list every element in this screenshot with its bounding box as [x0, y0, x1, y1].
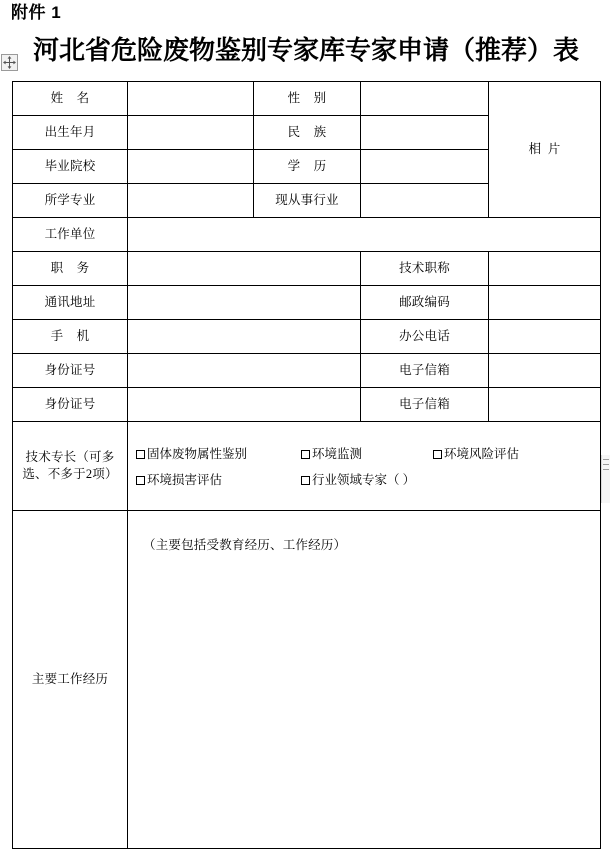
field-value-work-experience[interactable] [128, 511, 601, 849]
vertical-scrollbar[interactable] [601, 455, 610, 503]
field-value-education[interactable] [361, 150, 489, 184]
field-label-school: 毕业院校 [13, 150, 128, 184]
field-value-birthdate[interactable] [128, 116, 254, 150]
scrollbar-tick [603, 469, 609, 470]
field-value-id-number-2[interactable] [128, 388, 361, 422]
work-experience-hint: （主要包括受教育经历、工作经历） [143, 538, 347, 552]
checkbox-icon[interactable] [433, 450, 442, 459]
field-value-mobile[interactable] [128, 320, 361, 354]
table-row [13, 218, 601, 252]
checkbox-solid-waste-identification[interactable] [136, 446, 247, 463]
field-label-mobile: 手 机 [13, 320, 128, 354]
field-value-email[interactable] [489, 354, 601, 388]
field-label-work-experience: 主要工作经历 [13, 511, 128, 849]
field-value-school[interactable] [128, 150, 254, 184]
photo-cell[interactable]: 相 片 [489, 82, 601, 218]
checkbox-label: 环境损害评估 [147, 472, 223, 487]
checkbox-environmental-damage-assessment[interactable] [136, 472, 222, 489]
field-label-address: 通讯地址 [13, 286, 128, 320]
field-label-email-2: 电子信箱 [361, 388, 489, 422]
field-label-office-phone: 办公电话 [361, 320, 489, 354]
field-value-industry[interactable] [361, 184, 489, 218]
field-label-postcode: 邮政编码 [361, 286, 489, 320]
checkbox-icon[interactable] [136, 476, 145, 485]
field-label-work-unit: 工作单位 [13, 218, 128, 252]
checkbox-label: 行业领域专家（ ） [312, 472, 416, 487]
move-handle-icon[interactable] [1, 54, 18, 71]
checkbox-industry-field-expert[interactable] [301, 472, 415, 489]
field-label-id-number: 身份证号 [13, 354, 128, 388]
field-label-technical-specialty: 技术专长（可多选、不多于2项） [13, 422, 128, 511]
checkbox-label: 固体废物属性鉴别 [147, 446, 248, 461]
field-label-industry: 现从事行业 [254, 184, 361, 218]
checkbox-icon[interactable] [301, 476, 310, 485]
field-label-tech-title: 技术职称 [361, 252, 489, 286]
field-value-tech-title[interactable] [489, 252, 601, 286]
field-value-work-unit[interactable] [128, 218, 601, 252]
checkbox-environmental-monitoring[interactable] [301, 446, 362, 463]
field-value-position[interactable] [128, 252, 361, 286]
field-value-ethnicity[interactable] [361, 116, 489, 150]
attachment-label: 附件 1 [11, 3, 62, 22]
skill-option-row-1 [136, 446, 600, 472]
field-value-email-2[interactable] [489, 388, 601, 422]
checkbox-icon[interactable] [136, 450, 145, 459]
field-label-id-number-2: 身份证号 [13, 388, 128, 422]
scrollbar-tick [603, 459, 609, 460]
technical-specialty-options [128, 422, 601, 511]
table-row [13, 286, 601, 320]
expert-application-form [12, 81, 601, 849]
field-label-name: 姓 名 [13, 82, 128, 116]
table-row [13, 82, 601, 116]
checkbox-label: 环境风险评估 [444, 446, 520, 461]
field-value-office-phone[interactable] [489, 320, 601, 354]
field-value-id-number[interactable] [128, 354, 361, 388]
field-value-address[interactable] [128, 286, 361, 320]
table-row [13, 320, 601, 354]
checkbox-icon[interactable] [301, 450, 310, 459]
scrollbar-tick [603, 464, 609, 465]
checkbox-label: 环境监测 [312, 446, 363, 461]
field-label-position: 职 务 [13, 252, 128, 286]
field-label-birthdate: 出生年月 [13, 116, 128, 150]
field-value-gender[interactable] [361, 82, 489, 116]
table-row [13, 252, 601, 286]
table-row-experience [13, 511, 601, 849]
skill-option-row-2 [136, 472, 600, 498]
checkbox-environmental-risk-assessment[interactable] [433, 446, 519, 463]
table-row [13, 388, 601, 422]
field-value-postcode[interactable] [489, 286, 601, 320]
field-label-ethnicity: 民 族 [254, 116, 361, 150]
field-value-major[interactable] [128, 184, 254, 218]
field-value-name[interactable] [128, 82, 254, 116]
field-label-gender: 性 别 [254, 82, 361, 116]
table-row [13, 354, 601, 388]
field-label-email: 电子信箱 [361, 354, 489, 388]
page-title: 河北省危险废物鉴别专家库专家申请（推荐）表 [32, 35, 579, 65]
field-label-major: 所学专业 [13, 184, 128, 218]
field-label-education: 学 历 [254, 150, 361, 184]
table-row-skills [13, 422, 601, 511]
